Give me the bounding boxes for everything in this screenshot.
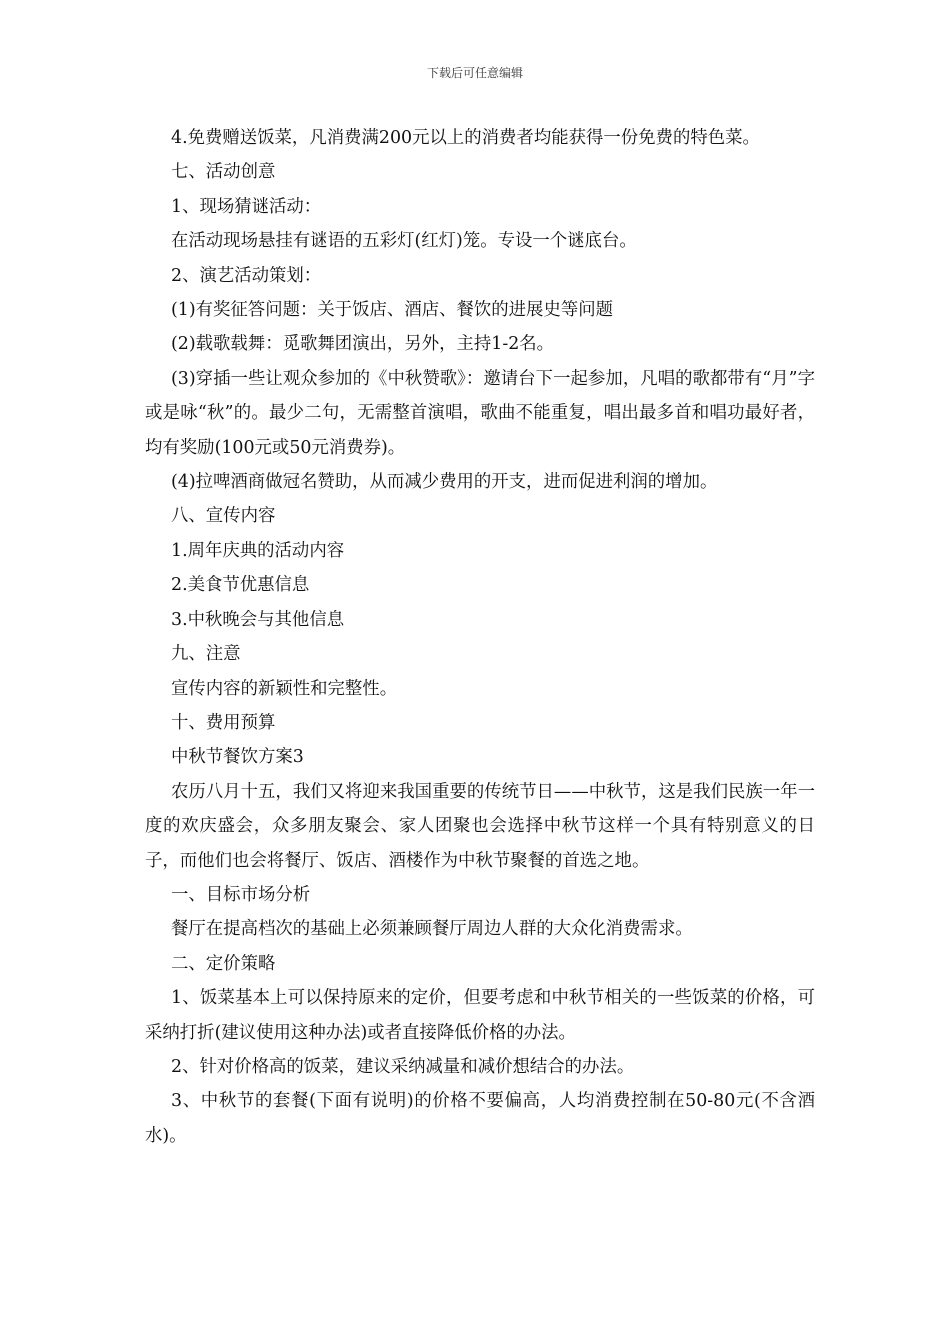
paragraph: 2、针对价格高的饭菜，建议采纳减量和减价想结合的办法。 bbox=[171, 1056, 635, 1077]
paragraph: 餐厅在提高档次的基础上必须兼顾餐厅周边人群的大众化消费需求。 bbox=[171, 919, 693, 940]
paragraph: 1、饭菜基本上可以保持原来的定价，但要考虑和中秋节相关的一些饭菜的价格，可采纳打折(建议使用这种办法)或者直接降低价格的办法。 bbox=[145, 988, 815, 1043]
paragraph: 3.中秋晚会与其他信息 bbox=[171, 609, 345, 630]
section-heading: 二、定价策略 bbox=[171, 953, 276, 974]
paragraph: 2.美食节优惠信息 bbox=[171, 575, 310, 596]
paragraph: 在活动现场悬挂有谜语的五彩灯(红灯)笼。专设一个谜底台。 bbox=[171, 231, 637, 252]
section-heading: 七、活动创意 bbox=[171, 162, 276, 183]
section-heading: 一、目标市场分析 bbox=[171, 884, 311, 905]
paragraph: 1、现场猜谜活动： bbox=[171, 196, 322, 217]
paragraph: (2)载歌载舞：觅歌舞团演出，另外，主持1-2名。 bbox=[171, 334, 555, 355]
paragraph: 3、中秋节的套餐(下面有说明)的价格不要偏高，人均消费控制在50-80元(不含酒水)。 bbox=[145, 1091, 815, 1146]
paragraph: 2、演艺活动策划： bbox=[171, 265, 322, 286]
paragraph: 4.免费赠送饭菜，凡消费满200元以上的消费者均能获得一份免费的特色菜。 bbox=[171, 128, 760, 148]
paragraph: (1)有奖征答问题：关于饭店、酒店、餐饮的进展史等问题 bbox=[171, 300, 614, 321]
page-header: 下载后可任意编辑 bbox=[426, 66, 523, 80]
paragraph: (4)拉啤酒商做冠名赞助，从而减少费用的开支，进而促进利润的增加。 bbox=[171, 472, 718, 493]
section-heading: 十、费用预算 bbox=[171, 712, 276, 733]
paragraph: 1.周年庆典的活动内容 bbox=[171, 540, 345, 561]
document-body bbox=[145, 121, 815, 1153]
section-heading: 九、注意 bbox=[171, 644, 241, 665]
paragraph: 宣传内容的新颖性和完整性。 bbox=[171, 678, 398, 699]
paragraph: 农历八月十五，我们又将迎来我国重要的传统节日——中秋节，这是我们民族一年一度的欢庆盛会，众多朋友聚会、家人团聚也会选择中秋节这样一个具有特别意义的日子，而他们也会将餐厅、饭店、酒楼作为中秋节聚餐的首选之地。 bbox=[145, 781, 815, 871]
section-heading: 八、宣传内容 bbox=[171, 506, 276, 527]
document-title: 中秋节餐饮方案3 bbox=[171, 747, 304, 768]
paragraph: (3)穿插一些让观众参加的《中秋赞歌》：邀请台下一起参加，凡唱的歌都带有“月”字或是咏“秋”的。最少二句，无需整首演唱，歌曲不能重复，唱出最多首和唱功最好者，均有奖励(100元或50元消费券)。 bbox=[145, 368, 815, 458]
